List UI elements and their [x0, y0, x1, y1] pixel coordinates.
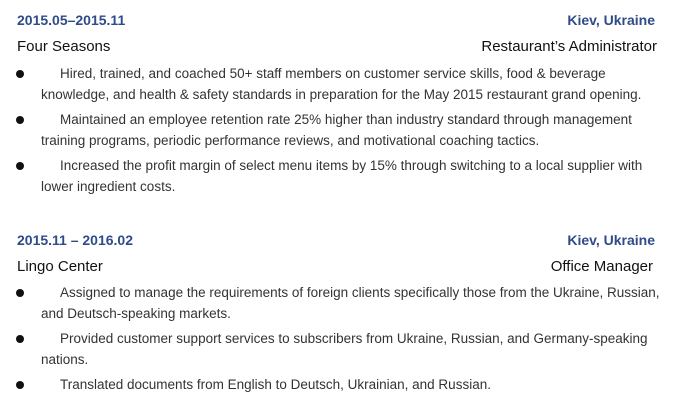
bullet-text: Increased the profit margin of select menu items by 15% through switching to a local supplier with lower ingredient costs. [41, 158, 643, 194]
bullet-text: Hired, trained, and coached 50+ staff members on customer service skills, food & beverage knowledge, and health & safety standards in preparation for the May 2015 restaurant grand opening. [41, 66, 642, 102]
bullet-dot-icon [16, 70, 24, 78]
job-bullet-list [0, 282, 697, 399]
bullet-text: Assigned to manage the requirements of foreign clients specifically those from the Ukraine, Russian, and Deutsch-speaking markets. [41, 285, 660, 321]
job-role: Office Manager [550, 258, 653, 275]
job-bullet [0, 374, 697, 395]
job-role: Restaurant’s Administrator [481, 38, 657, 55]
job-company: Lingo Center [17, 258, 103, 275]
bullet-dot-icon [16, 381, 24, 389]
job-bullet [0, 155, 697, 197]
job-location: Kiev, Ukraine [567, 12, 655, 28]
job-bullet [0, 63, 697, 105]
job-bullet-list [0, 63, 697, 201]
job-bullet [0, 328, 697, 370]
job-bullet [0, 282, 697, 324]
job-date: 2015.05–2015.11 [17, 12, 126, 28]
job-company: Four Seasons [17, 38, 111, 55]
job-date: 2015.11 – 2016.02 [17, 232, 134, 248]
job-location: Kiev, Ukraine [567, 232, 655, 248]
bullet-dot-icon [16, 116, 24, 124]
bullet-text: Maintained an employee retention rate 25% higher than industry standard through management training programs, periodic performance reviews, and motivational coaching tactics. [41, 112, 632, 148]
bullet-text: Translated documents from English to Deutsch, Ukrainian, and Russian. [60, 377, 491, 392]
bullet-dot-icon [16, 162, 24, 170]
bullet-dot-icon [16, 289, 24, 297]
bullet-text: Provided customer support services to subscribers from Ukraine, Russian, and Germany-speaking nations. [41, 331, 648, 367]
bullet-dot-icon [16, 335, 24, 343]
job-bullet [0, 109, 697, 151]
